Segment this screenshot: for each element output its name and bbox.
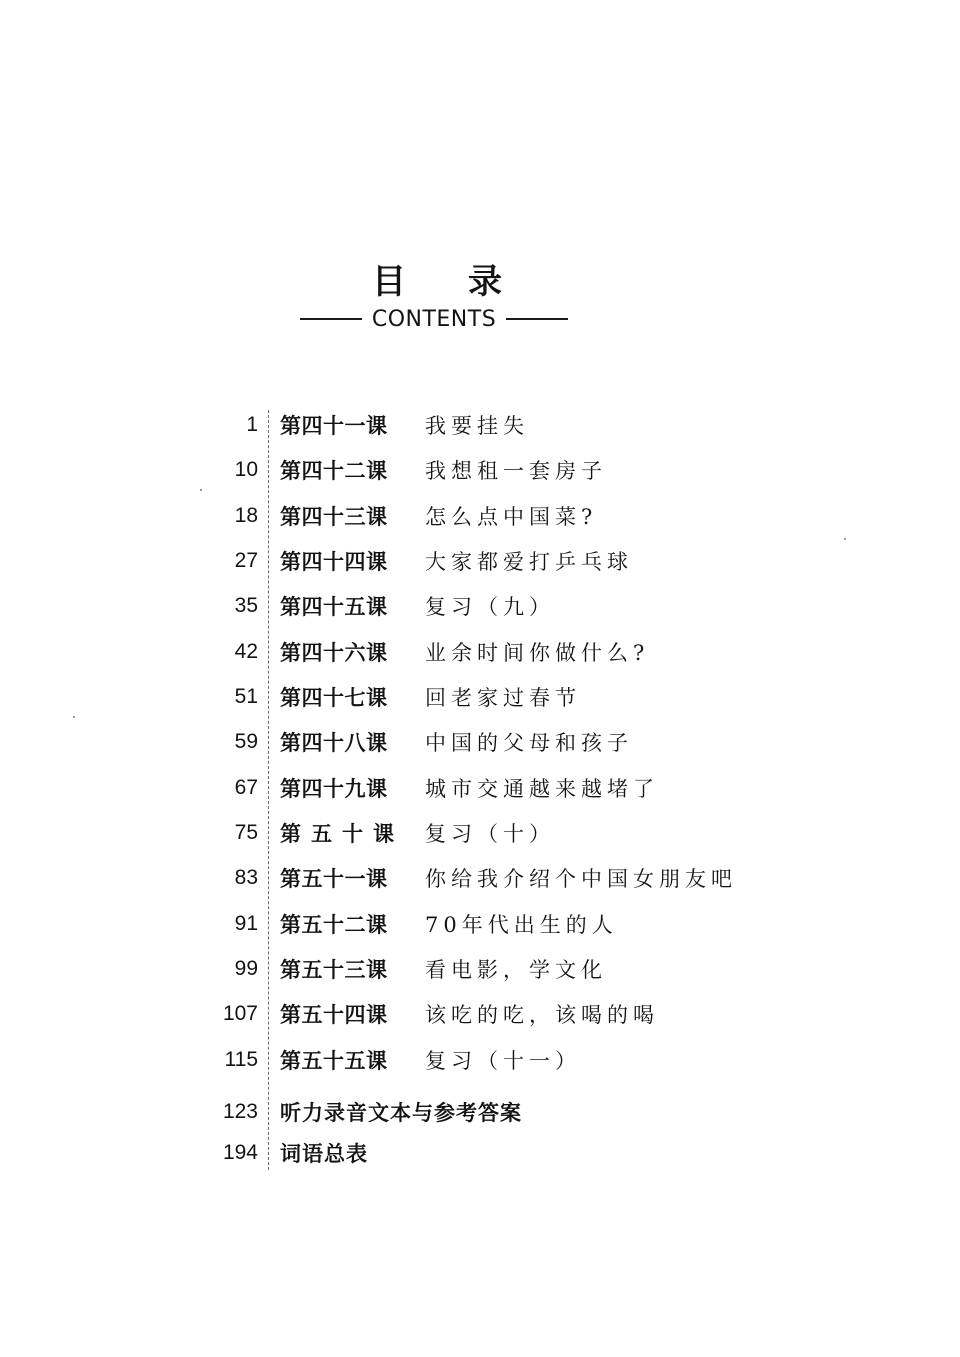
toc-entry[interactable] [200, 453, 607, 487]
lesson-number: 第五十三课 [280, 958, 388, 982]
lesson-title: 我要挂失 [425, 414, 529, 438]
page-number: 107 [222, 1002, 258, 1025]
toc-entry[interactable] [200, 952, 607, 986]
toc-entry[interactable] [200, 499, 597, 533]
toc-entry[interactable] [200, 997, 659, 1031]
toc-entry[interactable] [200, 589, 555, 623]
page-number: 1 [246, 413, 258, 436]
lesson-title: 大家都爱打乒乓球 [425, 550, 633, 574]
toc-entry[interactable] [200, 544, 633, 578]
lesson-number: 第五十四课 [280, 1003, 388, 1027]
lesson-number: 第四十七课 [280, 686, 388, 710]
page-number: 51 [234, 685, 258, 708]
page-number: 91 [234, 912, 258, 935]
heading-rule-right [506, 318, 568, 320]
contents-heading [300, 302, 568, 336]
lesson-title: 你给我介绍个中国女朋友吧 [425, 867, 737, 891]
lesson-number: 第五十一课 [280, 867, 388, 891]
lesson-number: 第四十五课 [280, 595, 388, 619]
page-number: 123 [222, 1100, 258, 1123]
lesson-title: 回老家过春节 [425, 686, 581, 710]
scan-speck [73, 716, 75, 718]
lesson-number: 第四十二课 [280, 459, 388, 483]
toc-entry[interactable] [200, 816, 555, 850]
toc-entry[interactable] [200, 725, 633, 759]
toc-entry-appendix[interactable] [200, 1136, 368, 1170]
page-title-english: CONTENTS [371, 306, 497, 332]
lesson-title: 复习（十一） [425, 1049, 581, 1073]
page-number: 75 [234, 821, 258, 844]
page-number: 99 [234, 957, 258, 980]
lesson-number: 第四十四课 [280, 550, 388, 574]
lesson-title: 城市交通越来越堵了 [425, 777, 659, 801]
lesson-title: 我想租一套房子 [425, 459, 607, 483]
lesson-title: 看电影，学文化 [425, 958, 607, 982]
page-number: 35 [234, 594, 258, 617]
lesson-title: 该吃的吃，该喝的喝 [425, 1003, 659, 1027]
lesson-number: 第四十六课 [280, 641, 388, 665]
lesson-title: 70年代出生的人 [425, 913, 618, 937]
lesson-title: 复习（十） [425, 822, 555, 846]
page-number: 27 [234, 549, 258, 572]
page-number: 194 [222, 1141, 258, 1164]
appendix-title: 词语总表 [280, 1142, 368, 1166]
page-number: 42 [234, 640, 258, 663]
page-number: 115 [224, 1048, 258, 1071]
lesson-number: 第五十二课 [280, 913, 388, 937]
lesson-number: 第五十课 [280, 822, 404, 846]
toc-entry[interactable] [200, 771, 659, 805]
page-number: 83 [234, 866, 258, 889]
page-title-chinese: 目录 [372, 262, 564, 302]
scan-speck [844, 538, 846, 540]
page-number: 18 [234, 504, 258, 527]
toc-entry[interactable] [200, 635, 649, 669]
page-number: 59 [234, 730, 258, 753]
toc-entry[interactable] [200, 1043, 581, 1077]
lesson-number: 第四十一课 [280, 414, 388, 438]
page-number: 67 [234, 776, 258, 799]
lesson-number: 第四十三课 [280, 505, 388, 529]
lesson-title: 业余时间你做什么? [425, 641, 650, 665]
toc-entry[interactable] [200, 680, 581, 714]
appendix-title: 听力录音文本与参考答案 [280, 1101, 522, 1125]
toc-entry-appendix[interactable] [200, 1095, 522, 1129]
heading-rule-left [300, 318, 362, 320]
lesson-number: 第五十五课 [280, 1049, 388, 1073]
lesson-number: 第四十九课 [280, 777, 388, 801]
toc-entry[interactable] [200, 861, 737, 895]
lesson-title: 怎么点中国菜? [425, 505, 598, 529]
toc-entry[interactable] [200, 408, 529, 442]
lesson-number: 第四十八课 [280, 731, 388, 755]
lesson-title: 中国的父母和孩子 [425, 731, 633, 755]
lesson-title: 复习（九） [425, 595, 555, 619]
toc-entry[interactable] [200, 907, 618, 941]
scan-speck [200, 489, 202, 491]
page-number: 10 [234, 458, 258, 481]
